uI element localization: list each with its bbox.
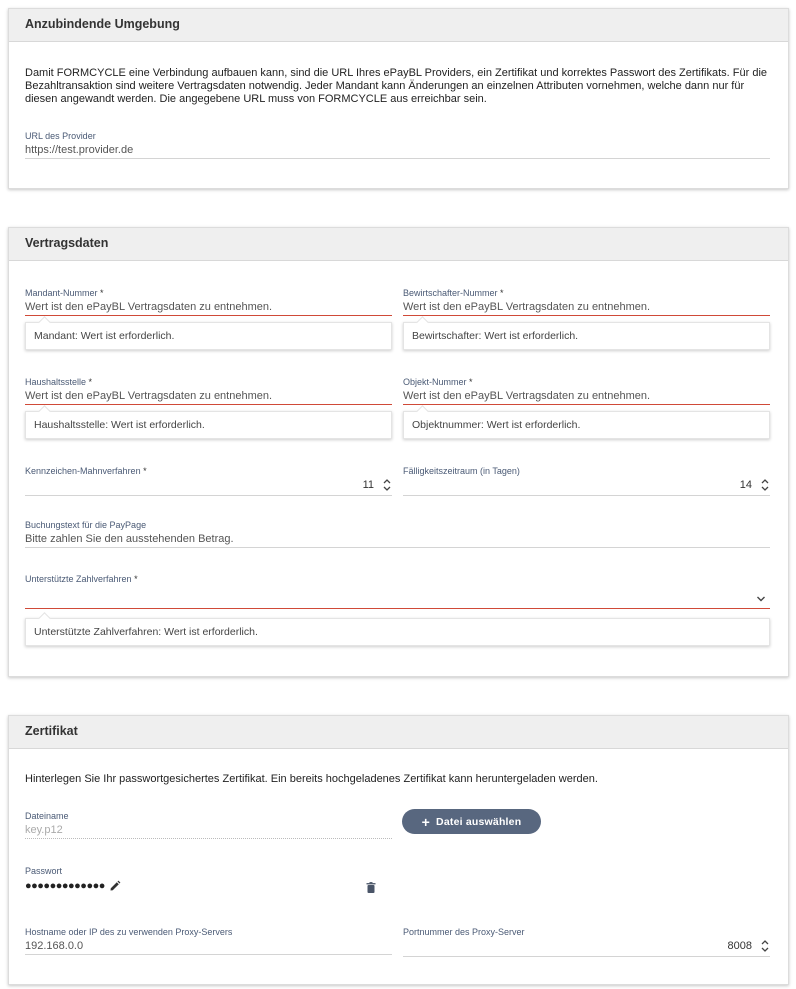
section-certificate xyxy=(8,715,789,985)
haushaltsstelle-input[interactable]: Wert ist den ePayBL Vertragsdaten zu entnehmen. xyxy=(25,390,273,402)
spinner-icon[interactable] xyxy=(760,477,770,493)
field-label: Buchungstext für die PayPage xyxy=(25,520,147,530)
required-marker: * xyxy=(469,377,473,387)
field-label: Portnummer des Proxy-Server xyxy=(403,927,525,937)
field-underline xyxy=(403,315,770,316)
mandant-number-input[interactable]: Wert ist den ePayBL Vertragsdaten zu entnehmen. xyxy=(25,301,273,313)
required-marker: * xyxy=(88,377,93,387)
field-underline xyxy=(403,956,770,957)
field-label: Bewirtschafter-Nummer * xyxy=(403,288,504,298)
password-display xyxy=(25,880,121,892)
haushaltsstelle-field[interactable] xyxy=(25,377,392,405)
field-label: Hostname oder IP des zu verwenden Proxy-Servers xyxy=(25,927,233,937)
plus-icon: + xyxy=(421,813,431,830)
bewirtschafter-number-field[interactable] xyxy=(403,288,770,316)
field-label: Dateiname xyxy=(25,811,69,821)
provider-url-field[interactable] xyxy=(25,131,770,159)
field-label: Kennzeichen-Mahnverfahren * xyxy=(25,466,147,476)
filename-value: key.p12 xyxy=(25,824,63,836)
section-title: Vertragsdaten xyxy=(9,228,788,261)
button-label: Datei auswählen xyxy=(436,815,522,828)
spinner-icon[interactable] xyxy=(760,938,770,954)
pencil-icon[interactable] xyxy=(109,880,121,892)
choose-file-button[interactable] xyxy=(402,809,541,834)
haushaltsstelle-error-message: Haushaltsstelle: Wert ist erforderlich. xyxy=(25,411,392,439)
field-label: Passwort xyxy=(25,866,63,876)
field-underline xyxy=(25,158,770,159)
mahnverfahren-input[interactable]: 11 xyxy=(362,479,374,491)
proxy-host-field[interactable] xyxy=(25,927,392,955)
section-description: Hinterlegen Sie Ihr passwortgesichertes Zertifikat. Ein bereits hochgeladenes Zertifikat kann heruntergeladen werden. xyxy=(25,773,598,785)
field-underline xyxy=(25,954,392,955)
bewirtschafter-number-input[interactable]: Wert ist den ePayBL Vertragsdaten zu entnehmen. xyxy=(403,301,651,313)
section-description: Damit FORMCYCLE eine Verbindung aufbauen kann, sind die URL Ihres ePayBL Providers, ein Zertifikat und korrektes Passwort des Zertifikats. Für die Bezahltransaktion sind weitere Vertragsdaten notwendig. Jeder Mandant kann Änderungen an einzelnen Attributen vornehmen, welche dann nur für diesen angewandt werden. Die angegebene URL muss von FORMCYCLE aus erreichbar sein. xyxy=(25,67,768,105)
faelligkeit-input[interactable]: 14 xyxy=(739,479,752,491)
required-marker: * xyxy=(134,574,138,584)
bewirtschafter-error-message: Bewirtschafter: Wert ist erforderlich. xyxy=(403,322,770,350)
faelligkeit-field[interactable] xyxy=(403,466,770,496)
field-underline xyxy=(25,547,770,548)
field-label: Mandant-Nummer * xyxy=(25,288,104,298)
required-marker: * xyxy=(143,466,147,476)
required-marker: * xyxy=(100,288,104,298)
field-label: Unterstützte Zahlverfahren * xyxy=(25,574,138,584)
chevron-down-icon[interactable] xyxy=(756,595,766,603)
field-label: Fälligkeitszeitraum (in Tagen) xyxy=(403,466,520,476)
password-value: ●●●●●●●●●●●●● xyxy=(25,880,105,892)
field-underline xyxy=(25,495,392,496)
zahlverfahren-select[interactable] xyxy=(25,574,770,609)
field-label: Haushaltsstelle * xyxy=(25,377,93,387)
mandant-error-message: Mandant: Wert ist erforderlich. xyxy=(25,322,392,350)
field-underline xyxy=(25,404,392,405)
objekt-number-field[interactable] xyxy=(403,377,770,405)
trash-icon[interactable] xyxy=(365,881,377,894)
field-label: Objekt-Nummer * xyxy=(403,377,473,387)
filename-field xyxy=(25,811,392,839)
mahnverfahren-field[interactable] xyxy=(25,466,392,496)
buchungstext-input[interactable]: Bitte zahlen Sie den ausstehenden Betrag. xyxy=(25,533,234,545)
zahlverfahren-error-message: Unterstützte Zahlverfahren: Wert ist erforderlich. xyxy=(25,618,770,646)
password-field xyxy=(25,866,392,877)
section-title: Zertifikat xyxy=(9,716,788,749)
spinner-icon[interactable] xyxy=(382,477,392,493)
field-label: URL des Provider xyxy=(25,131,96,141)
proxy-host-input[interactable]: 192.168.0.0 xyxy=(25,940,84,952)
proxy-port-input[interactable]: 8008 xyxy=(727,940,752,952)
section-title: Anzubindende Umgebung xyxy=(9,9,788,42)
provider-url-input[interactable]: https://test.provider.de xyxy=(25,144,134,156)
objekt-number-input[interactable]: Wert ist den ePayBL Vertragsdaten zu entnehmen. xyxy=(403,390,651,402)
objekt-error-message: Objektnummer: Wert ist erforderlich. xyxy=(403,411,770,439)
field-underline xyxy=(25,315,392,316)
section-contract-data xyxy=(8,227,789,677)
field-underline xyxy=(25,608,770,609)
section-environment xyxy=(8,8,789,189)
mandant-number-field[interactable] xyxy=(25,288,392,316)
field-underline xyxy=(403,404,770,405)
field-underline xyxy=(25,838,392,839)
field-underline xyxy=(403,495,770,496)
required-marker: * xyxy=(500,288,504,298)
buchungstext-field[interactable] xyxy=(25,520,770,548)
proxy-port-field[interactable] xyxy=(403,927,770,957)
